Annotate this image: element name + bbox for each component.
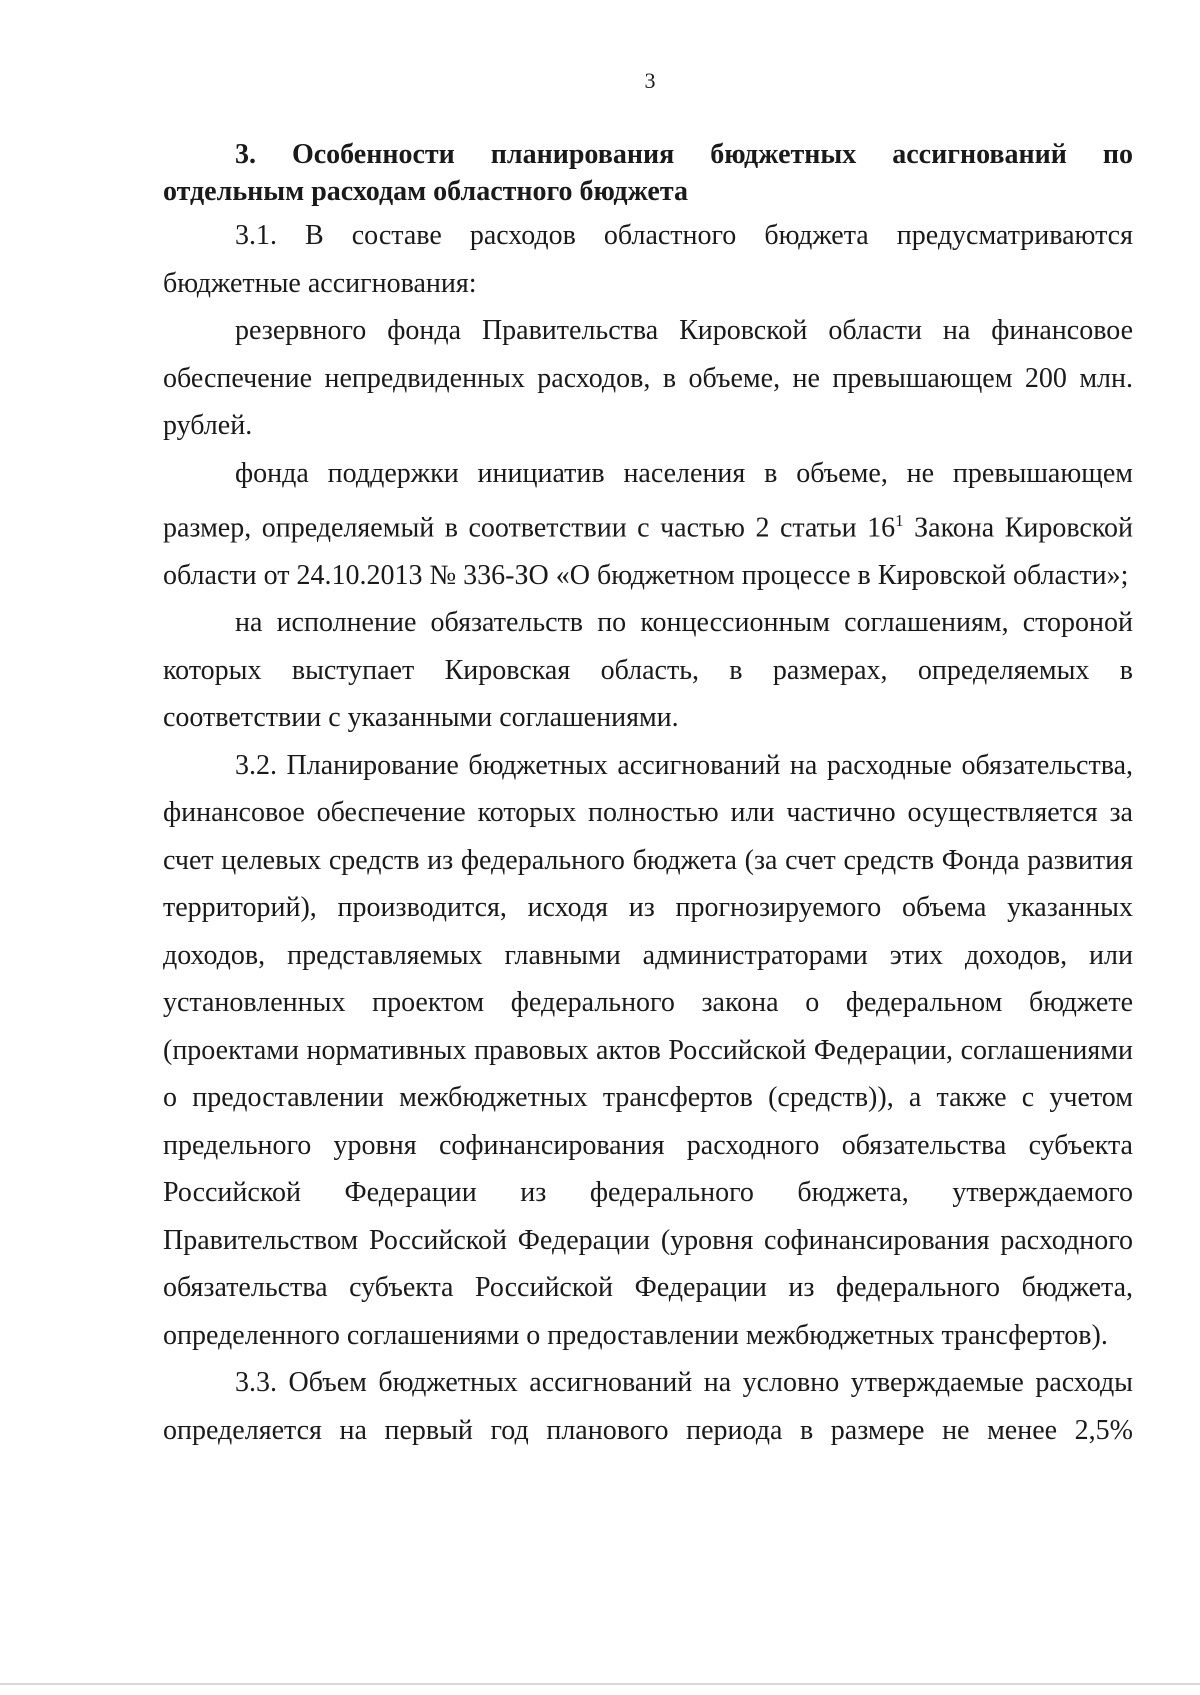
fund-text-before: фонда поддержки инициатив населения в объеме, не превышающем размер, определяемый в соответствии с частью 2 статьи 16 bbox=[163, 457, 1133, 544]
paragraph-reserve-fund: резервного фонда Правительства Кировской области на финансовое обеспечение непредвиденных расходов, в объеме, не превышающем 200 млн. рублей. bbox=[163, 315, 1133, 441]
paragraph-3-1: 3.1. В составе расходов областного бюджета предусматриваются бюджетные ассигнования: bbox=[163, 220, 1133, 299]
page-number: 3 bbox=[644, 68, 656, 93]
scan-edge-line bbox=[0, 1683, 1200, 1685]
paragraph-3-2: 3.2. Планирование бюджетных ассигнований на расходные обязательства, финансовое обеспечение которых полностью или частично осуществляется за счет целевых средств из федерального бюджета (за счет средств Фонда развития территорий), производится, исходя из прогнозируемого объема указанных доходов, представляемых главными администраторами этих доходов, или установленных проектом федерального закона о федеральном бюджете (проектами нормативных правовых актов Российской Федерации, соглашениями о предоставлении межбюджетных трансфертов (средств)), а также с учетом предельного уровня софинансирования расходного обязательства субъекта Российской Федерации из федерального бюджета, утверждаемого Правительством Российской Федерации (уровня софинансирования расходного обязательства субъекта Российской Федерации из федерального бюджета, определенного соглашениями о предоставлении межбюджетных трансфертов). bbox=[163, 749, 1133, 1351]
footnote-superscript: 1 bbox=[895, 511, 904, 530]
paragraph-concession: на исполнение обязательств по концессионным соглашениям, стороной которых выступает Кировская область, в размерах, определяемых в соответствии с указанными соглашениями. bbox=[163, 607, 1133, 734]
section-heading: 3. Особенности планирования бюджетных ассигнований по отдельным расходам областного бюджета bbox=[163, 139, 1133, 207]
fund-text-after: Закона Кировской области от 24.10.2013 № 336-ЗО «О бюджетном процессе в Кировской области»; bbox=[163, 512, 1134, 591]
document-body bbox=[163, 136, 1133, 1454]
paragraph-3-3: 3.3. Объем бюджетных ассигнований на условно утверждаемые расходы определяется на первый год планового периода в размере не менее 2,5% bbox=[163, 1367, 1133, 1446]
paragraph-initiative-fund bbox=[163, 450, 1133, 600]
